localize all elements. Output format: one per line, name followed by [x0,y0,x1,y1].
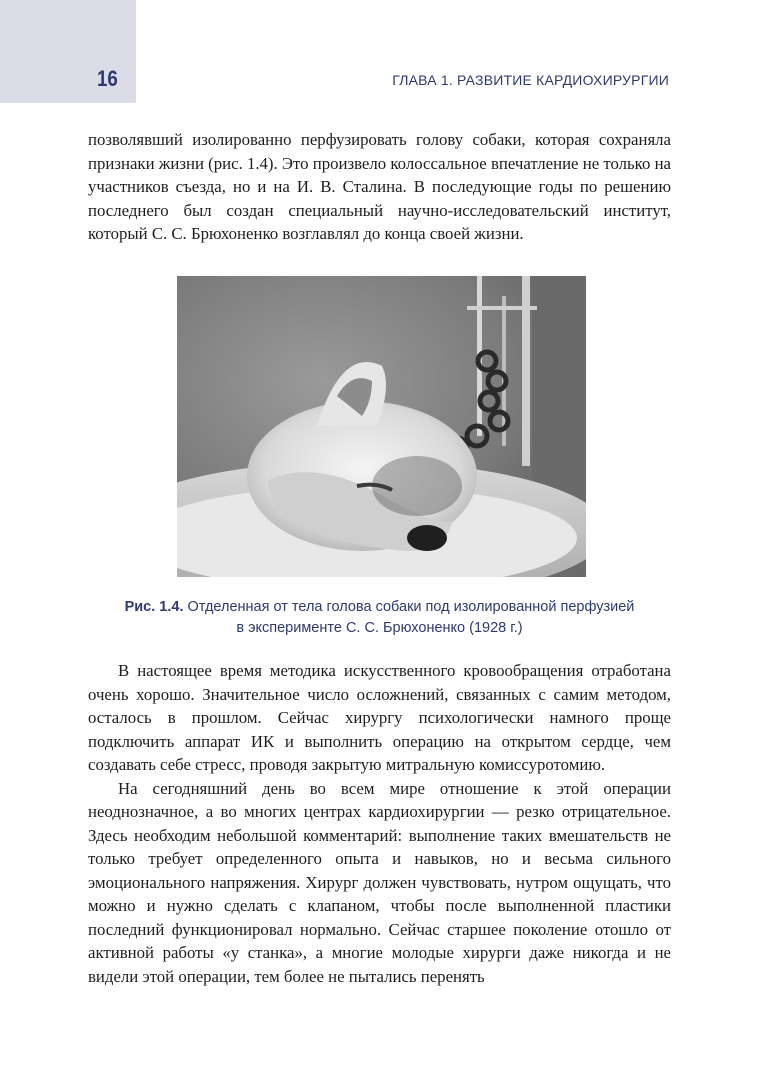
running-title: ГЛАВА 1. РАЗВИТИЕ КАРДИОХИРУРГИИ [392,72,669,88]
caption-text-1: Отделенная от тела голова собаки под изолированной перфузией [187,599,635,615]
paragraph: В настоящее время методика искусственного кровообращения отработана очень хорошо. Значительное число осложнений, связанных с самим методом, осталось в прошлом. Сейчас хирургу психологически намного проще подключить аппарат ИК и выполнить операцию на открытом сердце, чем создавать себе стресс, проводя закрытую митральную комиссуротомию. [88,661,671,774]
caption-line-1 [88,597,671,618]
photo-illustration [177,276,586,577]
paragraph: На сегодняшний день во всем мире отношение к этой операции неоднозначное, а во многих центрах кардиохирургии — резко отрицательное. Здесь необходим небольшой комментарий: выполнение таких вмешательств не только требует определенного опыта и навыков, но и весьма сильного эмоционального напряжения. Хирург должен чувствовать, нутром ощущать, что можно и нужно сделать с клапаном, чтобы после выполненной пластики последний функционировал нормально. Сейчас старшее поколение отошло от активной работы «у станка», а многие молодые хирурги даже никогда и не видели этой операции, тем более не пытались перенять [88,778,671,986]
figure-label: Рис. 1.4. [124,599,184,615]
page-number: 16 [97,66,118,91]
figure-caption [88,597,671,639]
caption-line-2: в эксперименте С. С. Брюхоненко (1928 г.) [236,620,523,636]
figure-photo-dog-head [177,276,586,577]
top-paragraph-block [88,128,671,246]
body-text-block [88,659,671,988]
paragraph: позволявший изолированно перфузировать голову собаки, которая сохраняла признаки жизни (рис. 1.4). Это произвело колоссальное впечатление не только на участников съезда, но и на И. В. Сталина. В последующие годы по решению последнего был создан специальный научно-исследовательский институт, который С. С. Брюхоненко возглавлял до конца своей жизни. [88,130,671,243]
